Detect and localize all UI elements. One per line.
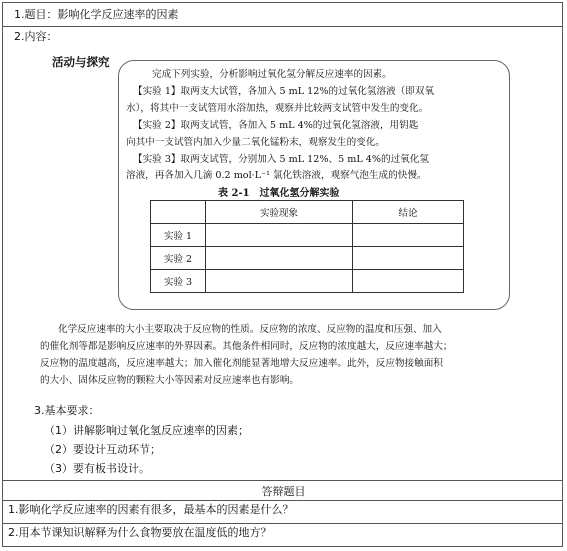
activity-line: 【实验 3】取两支试管，分别加入 5 mL 12%、5 mL 4%的过氧化氢 (133, 154, 429, 165)
table-cell (353, 224, 464, 247)
summary-line: 化学反应速率的大小主要取决于反应物的性质。反应物的浓度、反应物的温度和压强、加入 (58, 324, 442, 335)
table-cell (206, 224, 353, 247)
table-row (151, 224, 464, 247)
activity-line: 【实验 1】取两支大试管，各加入 5 mL 12%的过氧化氢溶液（即双氧 (133, 86, 435, 97)
divider (3, 480, 562, 481)
divider (3, 26, 562, 27)
table-row-label: 实验 2 (151, 247, 206, 270)
divider (3, 523, 562, 524)
table-caption: 表 2-1 过氧化氢分解实验 (218, 188, 340, 199)
table-cell (206, 247, 353, 270)
activity-line: 水），将其中一支试管用水浴加热，观察并比较两支试管中发生的变化。 (126, 103, 429, 114)
defense-question: 2.用本节课知识解释为什么食物要放在温度低的地方？ (8, 526, 272, 539)
requirement-item: （3）要有板书设计。 (44, 462, 150, 475)
content-label: 2.内容： (14, 30, 58, 43)
topic-title: 1.题目：影响化学反应速率的因素 (14, 8, 179, 21)
table-row-label: 实验 3 (151, 270, 206, 293)
table-header-row (151, 201, 464, 224)
table-cell (206, 270, 353, 293)
activity-line: 向其中一支试管内加入少量二氧化锰粉末，观察发生的变化。 (126, 137, 386, 148)
divider (3, 500, 562, 501)
summary-line: 的大小、固体反应物的颗粒大小等因素对反应速率也有影响。 (40, 375, 300, 386)
requirements-label: 3.基本要求： (34, 404, 100, 417)
requirement-item: （1）讲解影响过氧化氢反应速率的因素； (44, 424, 249, 437)
requirement-item: （2）要设计互动环节； (44, 443, 161, 456)
table-header-cell (151, 201, 206, 224)
defense-title: 答辩题目 (261, 485, 306, 498)
experiment-table (150, 200, 464, 293)
activity-line: 溶液，再各加入几滴 0.2 mol·L⁻¹ 氯化铁溶液，观察气泡生成的快慢。 (126, 170, 427, 181)
activity-line: 【实验 2】取两支试管，各加入 5 mL 4%的过氧化氢溶液，用钥匙 (133, 120, 419, 131)
activity-label: 活动与探究 (52, 55, 110, 69)
table-header-cell: 结论 (353, 201, 464, 224)
table-row-label: 实验 1 (151, 224, 206, 247)
table-cell (353, 270, 464, 293)
table-row (151, 247, 464, 270)
defense-question: 1.影响化学反应速率的因素有很多，最基本的因素是什么？ (8, 503, 294, 516)
summary-line: 反应物的温度越高，反应速率越大；加入催化剂能显著地增大反应速率。此外，反应物接触面积 (40, 358, 443, 369)
table-cell (353, 247, 464, 270)
activity-line: 完成下列实验，分析影响过氧化氢分解反应速率的因素。 (152, 69, 392, 80)
summary-line: 的催化剂等都是影响反应速率的外界因素。其他条件相同时，反应物的浓度越大，反应速率越大； (40, 341, 453, 352)
table-row (151, 270, 464, 293)
table-header-cell: 实验现象 (206, 201, 353, 224)
